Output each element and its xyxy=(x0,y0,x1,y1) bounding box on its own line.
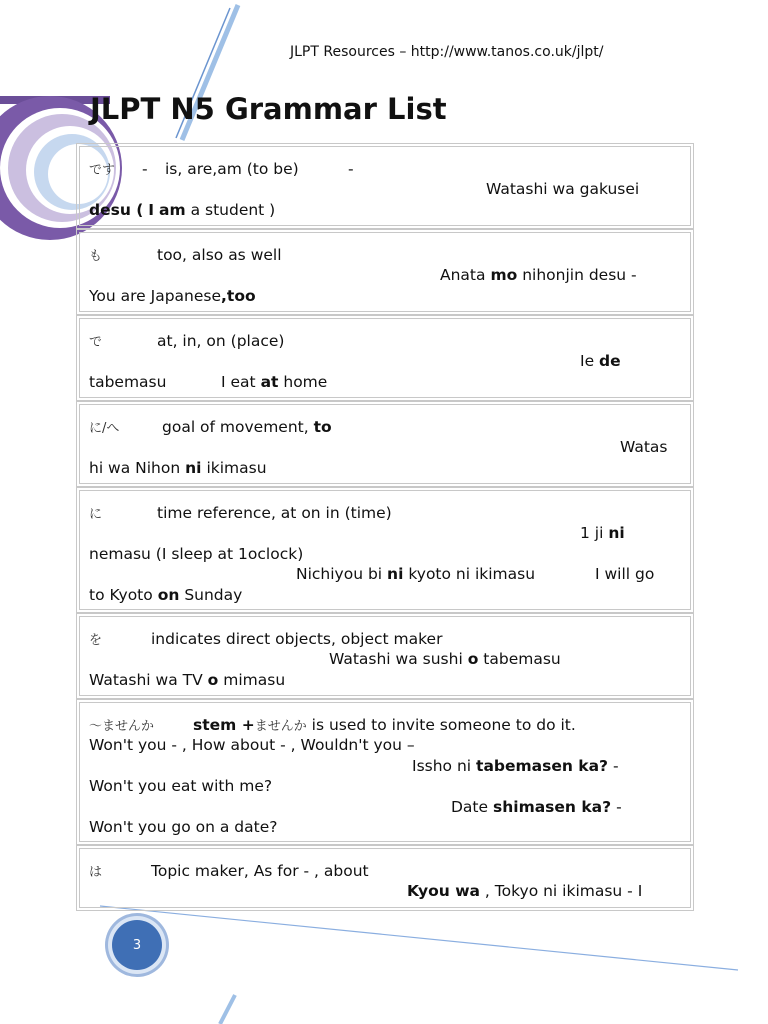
translation: Won't you eat with me? xyxy=(89,777,273,795)
grammar-row-mo xyxy=(79,232,691,312)
example: Nichiyou bi ni kyoto ni ikimasu xyxy=(296,565,536,583)
grammar-row-de xyxy=(79,318,691,398)
translation: You are Japanese,too xyxy=(89,287,256,305)
meaning: time reference, at on in (time) xyxy=(157,504,392,522)
example: Issho ni tabemasen ka? - xyxy=(412,757,619,775)
meaning: goal of movement, to xyxy=(162,418,332,436)
meaning: too, also as well xyxy=(157,246,282,264)
translation: I eat at home xyxy=(221,373,328,391)
example: Watas xyxy=(620,438,668,456)
grammar-point: で xyxy=(89,335,103,350)
grammar-row-wa xyxy=(79,848,691,908)
example: Anata mo nihonjin desu - xyxy=(440,266,637,284)
translation: Won't you go on a date? xyxy=(89,818,278,836)
example: hi wa Nihon ni ikimasu xyxy=(89,459,267,477)
grammar-point: に/へ xyxy=(89,421,120,436)
translation: I will go xyxy=(595,565,655,583)
grammar-point: は xyxy=(89,865,103,880)
grammar-table xyxy=(79,146,691,914)
example: Watashi wa gakusei xyxy=(486,180,640,198)
page-number: 3 xyxy=(112,920,162,970)
meaning: at, in, on (place) xyxy=(157,332,285,350)
example: Watashi wa TV o mimasu xyxy=(89,671,286,689)
grammar-row-ni-time xyxy=(79,490,691,610)
grammar-point: も xyxy=(89,249,103,264)
grammar-point: に xyxy=(89,507,103,522)
example: Watashi wa sushi o tabemasu xyxy=(329,650,561,668)
meaning: is, are,am (to be) xyxy=(165,160,299,178)
example: Kyou wa , Tokyo ni ikimasu - I xyxy=(407,882,643,900)
example: desu ( I am a student ) xyxy=(89,201,276,219)
separator: - xyxy=(142,160,148,178)
translation: to Kyoto on Sunday xyxy=(89,586,243,604)
meaning: indicates direct objects, object maker xyxy=(151,630,443,648)
grammar-row-wo xyxy=(79,616,691,696)
translation: Won't you - , How about - , Wouldn't you – xyxy=(89,736,415,754)
example: 1 ji ni xyxy=(580,524,625,542)
meaning: Topic maker, As for - , about xyxy=(151,862,369,880)
separator: - xyxy=(348,160,354,178)
header-link-text: JLPT Resources – http://www.tanos.co.uk/jlpt/ xyxy=(290,44,604,60)
grammar-row-desu xyxy=(79,146,691,226)
example: tabemasu xyxy=(89,373,167,391)
grammar-row-ni-he xyxy=(79,404,691,484)
example: Date shimasen ka? - xyxy=(451,798,622,816)
translation: nemasu (I sleep at 1oclock) xyxy=(89,545,304,563)
page-title: JLPT N5 Grammar List xyxy=(90,92,447,126)
grammar-row-masenka xyxy=(79,702,691,842)
grammar-point: です xyxy=(89,163,116,178)
grammar-point: を xyxy=(89,633,103,648)
example: Ie de xyxy=(580,352,621,370)
meaning: stem +ませんか is used to invite someone to do it. xyxy=(193,716,576,734)
grammar-point: ～ませんか xyxy=(89,719,155,734)
